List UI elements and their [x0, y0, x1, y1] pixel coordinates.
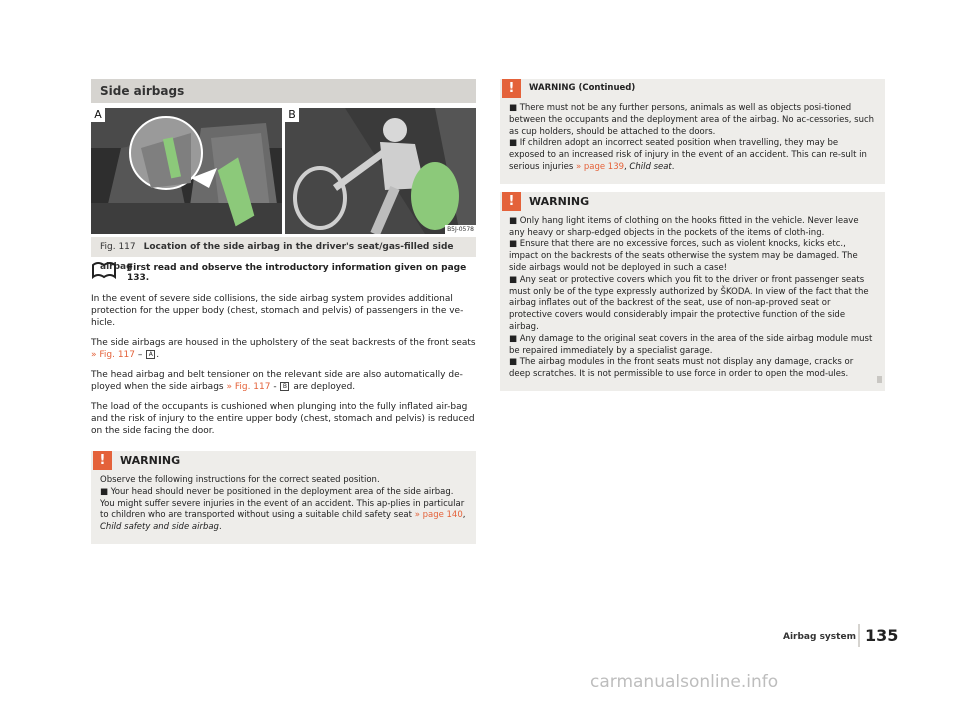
figure-panel-a [91, 108, 282, 234]
warning-text [500, 212, 885, 381]
watermark: carmanualsonline.info [590, 672, 779, 692]
warning-icon: ! [502, 79, 521, 98]
body-text: The head airbag and belt tensioner on the relevant side are also automatically de-ployed when the side airbags [91, 370, 463, 392]
section-title: Side airbags [91, 79, 476, 103]
section-end-marker [877, 376, 882, 383]
intro-text: First read and observe the introductory information given on page 133. [127, 263, 467, 283]
warning-bullet: ■ There must not be any further persons, animals as well as objects posi-tioned between the occupants and the deployment area of the airbag. No ac-cessories, such as cup holders, should be attached to the doors. [509, 103, 875, 137]
warning-bullet-text: , [462, 510, 466, 521]
page-link[interactable]: » page 140 [414, 510, 463, 521]
warning-bullet-text: , [624, 161, 630, 172]
warning-bullet: ■ Any damage to the original seat covers in the area of the side airbag module must be repaired immediately by a specialist garage. [509, 333, 873, 356]
warning-header [500, 192, 885, 212]
warning-bullet-text: . [218, 522, 222, 533]
link-title: Child safety and side airbag [100, 522, 219, 533]
figure-link[interactable]: » Fig. 117 [226, 382, 271, 392]
body-paragraph-1: In the event of severe side collisions, the side airbag system provides additional protection for the upper body (chest, stomach and pelvis) of passengers in the ve-hicle. [91, 294, 464, 328]
body-paragraph-4: The load of the occupants is cushioned when plunging into the fully inflated air-bag and the risk of injury to the entire upper body (chest, stomach and pelvis) is reduced on the side facing the door. [91, 402, 475, 436]
panel-label-b: B [285, 108, 299, 122]
warning-line: Observe the following instructions for the correct seated position. [100, 475, 380, 485]
warning-header [91, 451, 476, 471]
warning-bullet: ■ Ensure that there are no excessive forces, such as violent knocks, kicks etc., impact on the backrests of the seats otherwise the system may be damaged. The side airbags would not be deployed in such a case! [509, 239, 858, 273]
caption-number: Fig. 117 [100, 242, 136, 252]
book-icon [91, 261, 117, 279]
body-paragraph-3 [91, 369, 476, 393]
warning-box-left [91, 451, 476, 544]
caption-title: Location of the side airbag in the driver's seat/gas-filled side airbag [100, 242, 454, 272]
body-text: – [135, 350, 146, 360]
warning-box-continued [500, 79, 885, 184]
warning-bullet-text: ■ If children adopt an incorrect seated position when travelling, they may be exposed to an increased risk of injury in the event of an accident. This can re-sult in serious injuries [509, 138, 867, 172]
warning-box-right [500, 192, 885, 391]
warning-bullet [100, 487, 467, 534]
warning-icon: ! [93, 451, 112, 470]
driver-airbag-illustration [285, 108, 476, 234]
warning-bullet [509, 138, 876, 173]
warning-bullet: ■ Any seat or protective covers which you fit to the driver or front passenger seats must only be of the type expressly authorized by ŠKODA. In view of the fact that the airbag inflates out of the backrest of the seat, use of non-ap-proved seat or protective covers would considerably impair the protective function of the side airbag. [509, 274, 869, 332]
warning-bullet: ■ Only hang light items of clothing on the hooks fitted in the vehicle. Never leave any heavy or sharp-edged objects in the pockets of the items of cloth-ing. [509, 215, 859, 238]
figure-link[interactable]: » Fig. 117 [91, 350, 136, 360]
warning-header [500, 79, 885, 99]
body-text: are deployed. [290, 382, 356, 392]
right-column [500, 79, 885, 391]
panel-badge-a: A [146, 350, 155, 359]
panel-badge-b: B [280, 382, 289, 391]
body-paragraph-2 [91, 337, 476, 361]
warning-bullet: ■ The airbag modules in the front seats must not display any damage, cracks or deep scratches. It is not permissible to use force in order to open the mod-ules. [509, 357, 854, 380]
figure-caption [91, 237, 476, 272]
seat-illustration [91, 108, 282, 234]
link-title: Child seat [629, 161, 672, 172]
left-column [91, 79, 476, 544]
warning-icon: ! [502, 192, 521, 211]
body-text: . [156, 350, 160, 360]
warning-title: WARNING [529, 194, 590, 208]
warning-title: WARNING (Continued) [529, 83, 636, 93]
warning-bullet-text: . [671, 161, 675, 172]
footer-chapter-label: Airbag system [783, 632, 856, 642]
body-text: - [270, 382, 280, 392]
figure-panel-b [285, 108, 476, 234]
page-number: 135 [858, 624, 898, 647]
warning-text [500, 99, 885, 174]
warning-text [91, 471, 476, 534]
figure-117 [91, 108, 476, 234]
body-text: The side airbags are housed in the upholstery of the seat backrests of the front seats [91, 338, 476, 348]
intro-notice [91, 263, 476, 283]
panel-label-a: A [91, 108, 105, 122]
page-link[interactable]: » page 139 [575, 161, 625, 172]
warning-title: WARNING [120, 454, 181, 467]
warning-bullet-text: ■ Your head should never be positioned in the deployment area of the side airbag. You might suffer severe injuries in the event of an accident. This ap-plies in particular to children who are transported without using a suitable child safety seat [100, 486, 465, 521]
figure-code: B5J-0578 [447, 226, 474, 233]
